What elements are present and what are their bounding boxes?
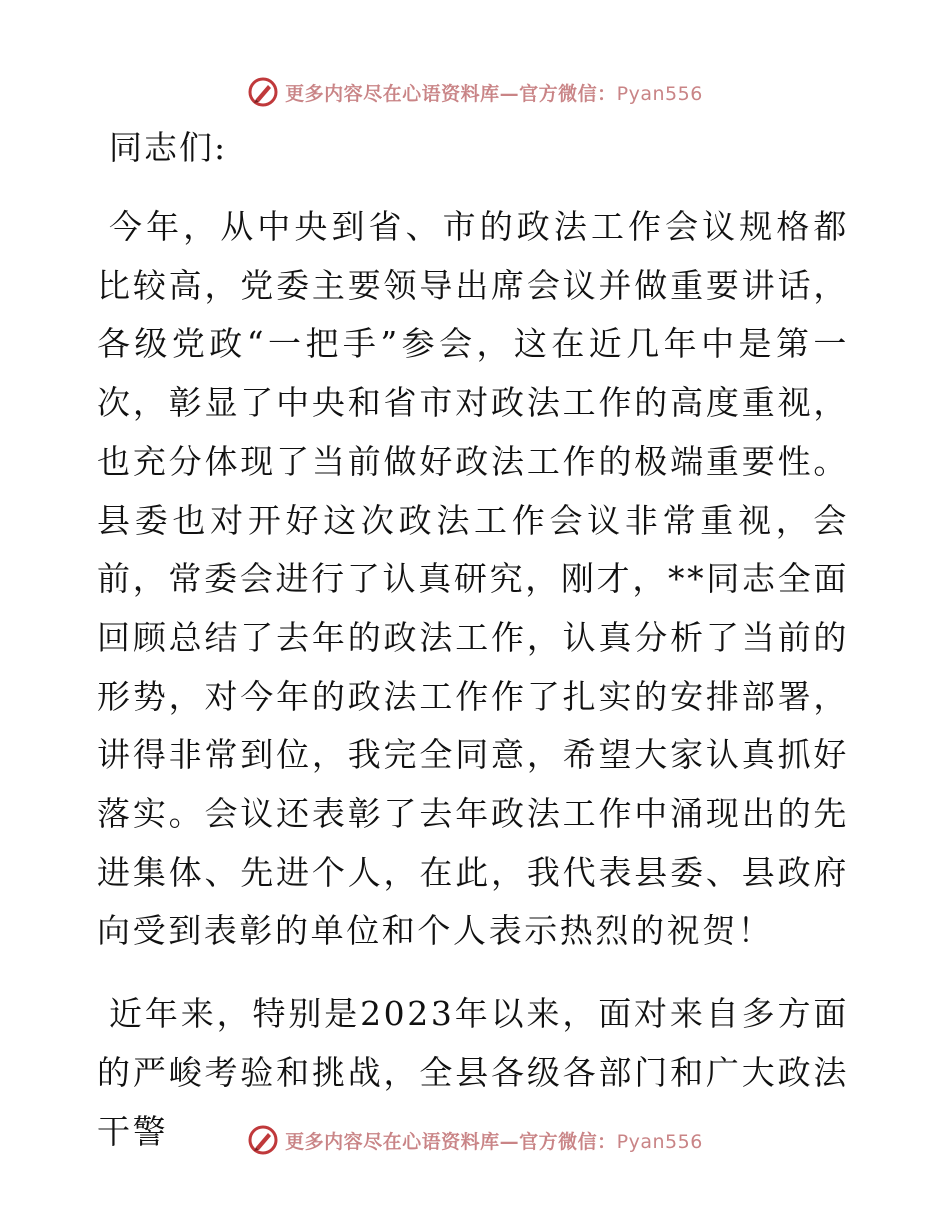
greeting: 同志们: xyxy=(109,128,228,167)
document-body xyxy=(97,122,849,1185)
watermark-header xyxy=(0,72,950,112)
watermark-text: 更多内容尽在心语资料库—官方微信：Pyan556 xyxy=(285,1130,703,1153)
paragraph: 今年，从中央到省、市的政法工作会议规格都比较高，党委主要领导出席会议并做重要讲话，各级党政“一把手”参会，这在近几年中是第一次，彰显了中央和省市对政法工作的高度重视，也充分体现了当前做好政法工作的极端重要性。县委也对开好这次政法工作会议非常重视，会前，常委会进行了认真研究，刚才，**同志全面回顾总结了去年的政法工作，认真分析了当前的形势，对今年的政法工作作了扎实的安排部署，讲得非常到位，我完全同意，希望大家认真抓好落实。会议还表彰了去年政法工作中涌现出的先进集体、先进个人，在此，我代表县委、县政府向受到表彰的单位和个人表示热烈的祝贺！ xyxy=(97,207,849,951)
watermark-text: 更多内容尽在心语资料库—官方微信：Pyan556 xyxy=(285,82,703,105)
pen-logo-icon xyxy=(247,76,279,108)
watermark-footer xyxy=(0,1120,950,1160)
pen-logo-icon xyxy=(247,1124,279,1156)
paragraph: 近年来，特别是2023年以来，面对来自多方面的严峻考验和挑战，全县各级各部门和广大政法干警 xyxy=(97,994,849,1151)
